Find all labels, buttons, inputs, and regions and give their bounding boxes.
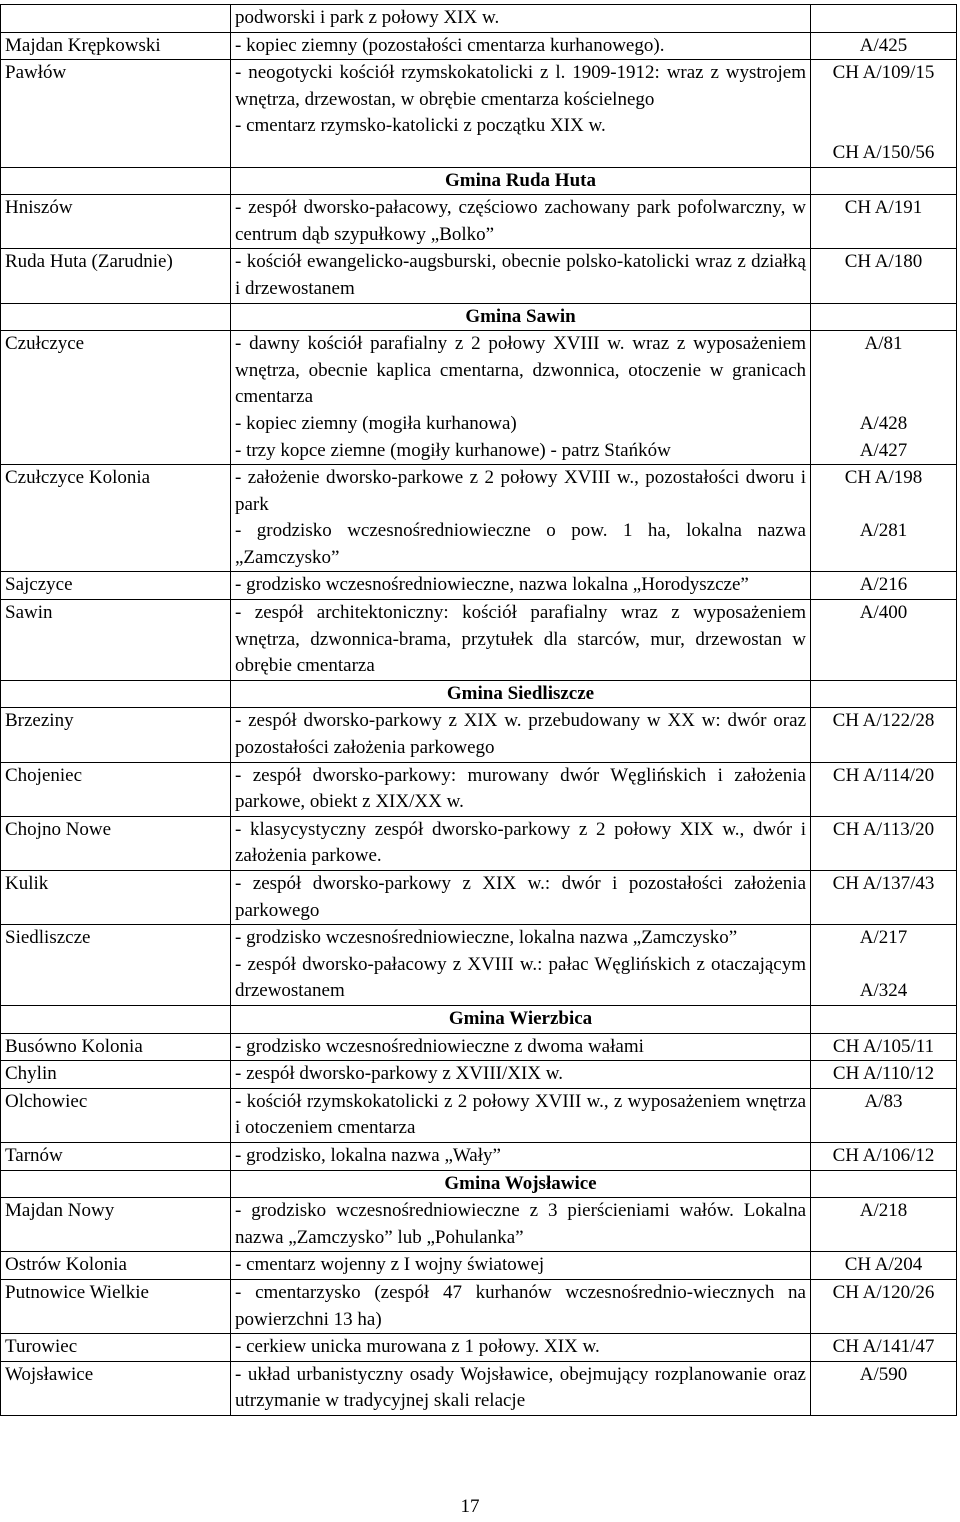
monument-entry: - cmentarz wojenny z I wojny światowej	[235, 1254, 545, 1276]
register-row	[1, 32, 957, 60]
monument-entry: - grodzisko wczesnośredniowieczne z dwoma wałami	[235, 1035, 644, 1057]
register-row	[1, 249, 957, 303]
gmina-header-blank-cell	[811, 303, 957, 331]
register-body	[1, 5, 957, 1416]
place-name: Turowiec	[1, 1334, 231, 1362]
monument-description	[231, 572, 811, 600]
place-name: Putnowice Wielkie	[1, 1279, 231, 1333]
register-number-item: A/425	[859, 34, 908, 56]
gmina-header-row	[1, 1005, 957, 1033]
gmina-header-row	[1, 303, 957, 331]
gmina-header-blank-cell	[811, 1170, 957, 1198]
place-name: Czułczyce	[1, 331, 231, 465]
gmina-header-row	[1, 680, 957, 708]
place-name: Kulik	[1, 871, 231, 925]
gmina-header-blank-cell	[1, 1005, 231, 1033]
register-row	[1, 871, 957, 925]
place-name: Olchowiec	[1, 1088, 231, 1142]
register-number-item: CH A/137/43	[832, 873, 935, 894]
register-row	[1, 1361, 957, 1415]
place-name: Busówno Kolonia	[1, 1033, 231, 1061]
register-number	[811, 331, 957, 465]
register-number-item: CH A/113/20	[832, 818, 935, 840]
register-number	[811, 249, 957, 303]
monument-description	[231, 1033, 811, 1061]
place-name: Chojno Nowe	[1, 816, 231, 870]
monument-description	[231, 1088, 811, 1142]
register-number-item: A/281	[859, 520, 908, 542]
register-row	[1, 1279, 957, 1333]
monuments-register-table	[0, 4, 957, 1416]
place-name: Hniszów	[1, 195, 231, 249]
register-number	[811, 5, 957, 33]
monument-entry: - zespół dworsko-parkowy z XIX w. przebudowany w XX w: dwór oraz pozostałości założenia parkowego	[235, 710, 806, 759]
register-row	[1, 195, 957, 249]
monument-entry: - grodzisko wczesnośredniowieczne, lokalna nazwa „Zamczysko”	[235, 927, 738, 949]
register-row	[1, 1198, 957, 1252]
gmina-header-blank-cell	[811, 167, 957, 195]
register-number-item: CH A/120/26	[832, 1281, 935, 1303]
register-number	[811, 816, 957, 870]
gmina-header-row	[1, 1170, 957, 1198]
monument-entry: - kopiec ziemny (pozostałości cmentarza kurhanowego).	[235, 34, 665, 56]
register-number-item: A/590	[859, 1363, 908, 1385]
place-name: Pawłów	[1, 60, 231, 167]
register-number-item: A/324	[859, 980, 908, 1002]
register-row	[1, 1252, 957, 1280]
gmina-header-blank-cell	[1, 680, 231, 708]
monument-entry: - grodzisko wczesnośredniowieczne, nazwa lokalna „Horodyszcze”	[235, 574, 749, 596]
gmina-title: Gmina Siedliszcze	[231, 680, 811, 708]
register-row	[1, 465, 957, 572]
monument-entry: - dawny kościół parafialny z 2 połowy XVIII w. wraz z wyposażeniem wnętrza, obecnie kaplica cmentarna, dzwonnica, otoczenie w granicach cmentarza	[235, 333, 806, 408]
register-number-item: A/400	[859, 602, 908, 624]
register-row	[1, 708, 957, 762]
gmina-header-row	[1, 167, 957, 195]
monument-description	[231, 1252, 811, 1280]
monument-entry: - cmentarz rzymsko-katolicki z początku XIX w.	[235, 115, 606, 137]
register-number-item: CH A/198	[844, 467, 923, 489]
place-name: Brzeziny	[1, 708, 231, 762]
monument-entry: - zespół dworsko-parkowy z XIX w.: dwór i pozostałości założenia parkowego	[235, 873, 806, 921]
place-name: Majdan Nowy	[1, 1198, 231, 1252]
register-number	[811, 60, 957, 167]
monument-description	[231, 1279, 811, 1333]
register-number-item: A/218	[859, 1200, 908, 1222]
register-number-item: A/216	[859, 574, 908, 596]
monument-entry: - założenie dworsko-parkowe z 2 połowy XVIII w., pozostałości dworu i park	[235, 467, 806, 515]
monument-entry: - grodzisko wczesnośredniowieczne z 3 pierścieniami wałów. Lokalna nazwa „Zamczysko” lub „Pohulanka”	[235, 1200, 806, 1248]
register-number	[811, 762, 957, 816]
monument-entry: - zespół dworsko-pałacowy z XVIII w.: pałac Węglińskich z otaczającym drzewostanem	[235, 953, 806, 1002]
register-row	[1, 600, 957, 681]
place-name: Sajczyce	[1, 572, 231, 600]
monument-description	[231, 1361, 811, 1415]
monument-entry: podworski i park z połowy XIX w.	[235, 7, 500, 28]
monument-description	[231, 465, 811, 572]
place-name: Chojeniec	[1, 762, 231, 816]
register-number	[811, 1142, 957, 1170]
place-name: Chylin	[1, 1061, 231, 1089]
register-number-item: CH A/204	[844, 1254, 923, 1276]
register-number-item: A/428	[859, 412, 908, 434]
register-row	[1, 816, 957, 870]
gmina-title: Gmina Wierzbica	[231, 1005, 811, 1033]
register-number-item: CH A/180	[844, 251, 923, 273]
register-number	[811, 1088, 957, 1142]
monument-description	[231, 762, 811, 816]
gmina-header-blank-cell	[1, 167, 231, 195]
register-number	[811, 572, 957, 600]
register-number-item: A/217	[859, 927, 908, 949]
monument-description	[231, 60, 811, 167]
monument-description	[231, 871, 811, 925]
register-number	[811, 925, 957, 1006]
monument-entry: - cmentarzysko (zespół 47 kurhanów wczesnośrednio-wiecznych na powierzchni 13 ha)	[235, 1281, 806, 1330]
gmina-header-blank-cell	[1, 303, 231, 331]
place-name: Majdan Krępkowski	[1, 32, 231, 60]
monument-description	[231, 1061, 811, 1089]
register-number	[811, 1198, 957, 1252]
register-number-item: CH A/141/47	[832, 1336, 935, 1358]
monument-description	[231, 1142, 811, 1170]
register-number-item: A/83	[864, 1090, 903, 1112]
gmina-title: Gmina Sawin	[231, 303, 811, 331]
place-name: Czułczyce Kolonia	[1, 465, 231, 572]
gmina-title: Gmina Ruda Huta	[231, 167, 811, 195]
monument-description	[231, 1334, 811, 1362]
monument-entry: - grodzisko, lokalna nazwa „Wały”	[235, 1144, 501, 1166]
register-row	[1, 1033, 957, 1061]
monument-entry: - zespół architektoniczny: kościół parafialny wraz z wyposażeniem wnętrza, dzwonnica-brama, przytułek dla starców, mur, drzewostan w obrębie cmentarza	[235, 602, 806, 677]
register-number-item: CH A/114/20	[832, 764, 935, 786]
monument-description	[231, 195, 811, 249]
monument-entry: - zespół dworsko-pałacowy, częściowo zachowany park pofolwarczny, w centrum dąb szypułkowy „Bolko”	[235, 197, 806, 245]
monument-description	[231, 925, 811, 1006]
monument-description	[231, 249, 811, 303]
monument-description	[231, 708, 811, 762]
place-name: Tarnów	[1, 1142, 231, 1170]
register-row	[1, 1088, 957, 1142]
monument-entry: - kopiec ziemny (mogiła kurhanowa)	[235, 412, 517, 434]
monument-description	[231, 331, 811, 465]
monument-entry: - trzy kopce ziemne (mogiły kurhanowe) - patrz Stańków	[235, 439, 671, 461]
page-number: 17	[460, 1496, 480, 1517]
register-number-item: A/81	[864, 333, 903, 355]
register-row	[1, 60, 957, 167]
place-name: Ruda Huta (Zarudnie)	[1, 249, 231, 303]
register-row	[1, 1334, 957, 1362]
register-number	[811, 708, 957, 762]
monument-entry: - zespół dworsko-parkowy z XVIII/XIX w.	[235, 1063, 564, 1085]
monument-description	[231, 816, 811, 870]
place-name: Ostrów Kolonia	[1, 1252, 231, 1280]
register-row	[1, 572, 957, 600]
place-name	[1, 5, 231, 33]
gmina-header-blank-cell	[811, 680, 957, 708]
monument-description	[231, 5, 811, 33]
monument-description	[231, 600, 811, 681]
register-number	[811, 1361, 957, 1415]
register-number-item: A/427	[859, 439, 908, 461]
register-number	[811, 1061, 957, 1089]
register-number-item: CH A/122/28	[832, 710, 935, 732]
register-number-item: CH A/105/11	[832, 1035, 935, 1057]
monument-description	[231, 1198, 811, 1252]
monument-entry: - klasycystyczny zespół dworsko-parkowy z 2 połowy XIX w., dwór i założenia parkowe.	[235, 818, 806, 867]
monument-entry: - kościół ewangelicko-augsburski, obecnie polsko-katolicki wraz z działką i drzewostanem	[235, 251, 806, 299]
monument-entry: - układ urbanistyczny osady Wojsławice, obejmujący rozplanowanie oraz utrzymanie w tradycyjnej skali relacje	[235, 1363, 806, 1412]
register-number	[811, 465, 957, 572]
monument-entry: - zespół dworsko-parkowy: murowany dwór Węglińskich i założenia parkowe, obiekt z XIX/XX w.	[235, 764, 806, 813]
register-number-item: CH A/109/15	[832, 62, 935, 84]
register-row	[1, 1061, 957, 1089]
register-number	[811, 1279, 957, 1333]
gmina-header-blank-cell	[811, 1005, 957, 1033]
register-row	[1, 5, 957, 33]
place-name: Sawin	[1, 600, 231, 681]
gmina-header-blank-cell	[1, 1170, 231, 1198]
register-number	[811, 1334, 957, 1362]
place-name: Wojsławice	[1, 1361, 231, 1415]
register-number	[811, 871, 957, 925]
register-row	[1, 925, 957, 1006]
gmina-title: Gmina Wojsławice	[231, 1170, 811, 1198]
register-number	[811, 1252, 957, 1280]
register-number-item: CH A/191	[844, 197, 923, 219]
register-row	[1, 1142, 957, 1170]
register-number	[811, 600, 957, 681]
monument-description	[231, 32, 811, 60]
place-name: Siedliszcze	[1, 925, 231, 1006]
register-number-item: CH A/150/56	[832, 141, 935, 163]
register-number	[811, 195, 957, 249]
register-number-item: CH A/106/12	[832, 1144, 935, 1166]
register-number-item: CH A/110/12	[832, 1063, 935, 1085]
register-number	[811, 1033, 957, 1061]
monument-entry: - kościół rzymskokatolicki z 2 połowy XVIII w., z wyposażeniem wnętrza i otoczeniem cmentarza	[235, 1090, 806, 1139]
monument-entry: - cerkiew unicka murowana z 1 połowy. XIX w.	[235, 1336, 600, 1358]
monument-entry: - neogotycki kościół rzymskokatolicki z l. 1909-1912: wraz z wystrojem wnętrza, drzewostan, w obrębie cmentarza kościelnego	[235, 62, 806, 110]
register-row	[1, 331, 957, 465]
register-row	[1, 762, 957, 816]
register-number	[811, 32, 957, 60]
monument-entry: - grodzisko wczesnośredniowieczne o pow. 1 ha, lokalna nazwa „Zamczysko”	[235, 520, 806, 568]
